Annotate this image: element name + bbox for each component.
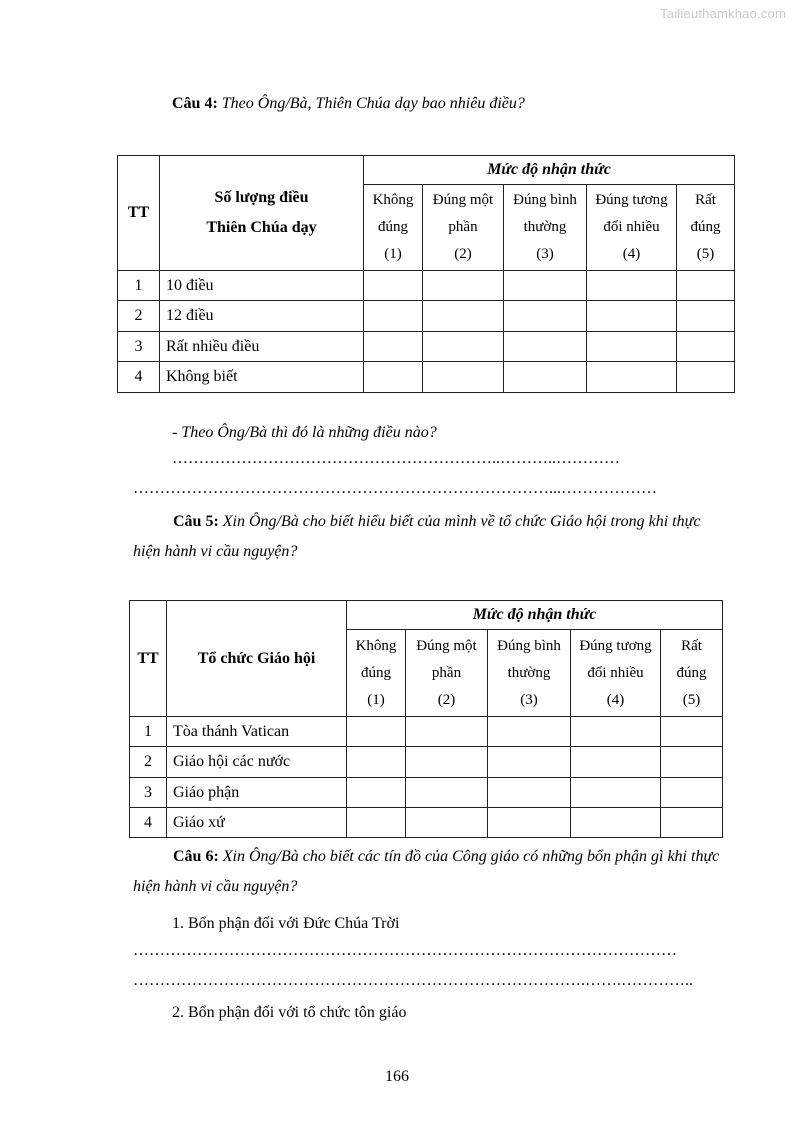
- answer-cell[interactable]: [364, 271, 423, 301]
- answer-cell[interactable]: [347, 778, 406, 808]
- question-4-table: [117, 155, 735, 393]
- row-number: 1: [130, 717, 167, 747]
- answer-line[interactable]: …………………………………………………………………………………………: [133, 942, 677, 959]
- answer-cell[interactable]: [504, 301, 587, 332]
- item-header-line2: Thiên Chúa dạy: [206, 219, 317, 236]
- answer-line[interactable]: ……………………………………………………..………..…………: [172, 450, 620, 467]
- answer-cell[interactable]: [661, 778, 723, 808]
- question-6-text: Xin Ông/Bà cho biết các tín đồ của Công giáo có những bổn phận gì khi thực hiện hành vi cầu nguyện?: [133, 848, 720, 895]
- table-row: [118, 301, 735, 332]
- level-4-header: Đúng tương đối nhiều (4): [587, 185, 677, 271]
- question-6: [133, 842, 723, 902]
- answer-cell[interactable]: [677, 271, 735, 301]
- answer-cell[interactable]: [423, 332, 504, 362]
- row-label: 12 điều: [160, 301, 364, 332]
- answer-cell[interactable]: [677, 332, 735, 362]
- answer-cell[interactable]: [488, 808, 571, 838]
- answer-cell[interactable]: [423, 301, 504, 332]
- answer-cell[interactable]: [661, 747, 723, 778]
- row-number: 4: [130, 808, 167, 838]
- item-header-line1: Số lượng điều: [214, 189, 309, 206]
- answer-cell[interactable]: [364, 362, 423, 393]
- answer-cell[interactable]: [587, 362, 677, 393]
- answer-cell[interactable]: [406, 747, 488, 778]
- level-2-header: Đúng một phần (2): [423, 185, 504, 271]
- answer-cell[interactable]: [364, 301, 423, 332]
- answer-cell[interactable]: [406, 808, 488, 838]
- row-number: 1: [118, 271, 160, 301]
- row-label: Giáo phận: [167, 778, 347, 808]
- answer-cell[interactable]: [504, 332, 587, 362]
- level-3-header: Đúng bình thường (3): [488, 630, 571, 717]
- answer-cell[interactable]: [406, 778, 488, 808]
- answer-cell[interactable]: [504, 271, 587, 301]
- answer-cell[interactable]: [423, 271, 504, 301]
- level-5-header: Rất đúng (5): [677, 185, 735, 271]
- answer-line[interactable]: ……………………………………………………………………...………………: [133, 480, 657, 497]
- answer-line[interactable]: ………………………………………………………………………….…….…………..: [133, 972, 693, 989]
- table-row: [130, 747, 723, 778]
- row-number: 2: [130, 747, 167, 778]
- tt-header: TT: [118, 156, 160, 271]
- answer-cell[interactable]: [571, 747, 661, 778]
- question-5-table: [129, 600, 723, 838]
- answer-cell[interactable]: [406, 717, 488, 747]
- question-4-text: Theo Ông/Bà, Thiên Chúa dạy bao nhiêu điều?: [217, 95, 525, 112]
- answer-cell[interactable]: [587, 332, 677, 362]
- question-4-number: Câu 4:: [172, 95, 218, 112]
- question-5: [133, 507, 723, 567]
- answer-cell[interactable]: [677, 362, 735, 393]
- row-number: 3: [118, 332, 160, 362]
- question-5-number: Câu 5:: [173, 513, 219, 530]
- row-label: Giáo hội các nước: [167, 747, 347, 778]
- row-label: 10 điều: [160, 271, 364, 301]
- answer-cell[interactable]: [571, 778, 661, 808]
- answer-cell[interactable]: [364, 332, 423, 362]
- level-1-header: Không đúng (1): [364, 185, 423, 271]
- duty-item-1: 1. Bổn phận đối với Đức Chúa Trời: [172, 915, 400, 932]
- level-5-header: Rất đúng (5): [661, 630, 723, 717]
- row-label: Tòa thánh Vatican: [167, 717, 347, 747]
- answer-cell[interactable]: [488, 747, 571, 778]
- answer-cell[interactable]: [504, 362, 587, 393]
- row-number: 4: [118, 362, 160, 393]
- answer-cell[interactable]: [677, 301, 735, 332]
- level-3-header: Đúng bình thường (3): [504, 185, 587, 271]
- answer-cell[interactable]: [488, 717, 571, 747]
- level-header: Mức độ nhận thức: [347, 601, 723, 630]
- row-label: Giáo xứ: [167, 808, 347, 838]
- level-4-header: Đúng tương đối nhiều (4): [571, 630, 661, 717]
- answer-cell[interactable]: [661, 717, 723, 747]
- answer-cell[interactable]: [571, 717, 661, 747]
- table-row: [118, 271, 735, 301]
- table-row: [130, 717, 723, 747]
- question-6-number: Câu 6:: [173, 848, 219, 865]
- tt-header: TT: [130, 601, 167, 717]
- level-2-header: Đúng một phần (2): [406, 630, 488, 717]
- answer-cell[interactable]: [571, 808, 661, 838]
- followup-text: - Theo Ông/Bà thì đó là những điều nào?: [172, 424, 437, 441]
- question-5-text: Xin Ông/Bà cho biết hiểu biết của mình về tổ chức Giáo hội trong khi thực hiện hành vi cầu nguyện?: [133, 513, 701, 560]
- duty-item-2: 2. Bổn phận đối với tổ chức tôn giáo: [172, 1004, 407, 1021]
- row-label: Không biết: [160, 362, 364, 393]
- answer-cell[interactable]: [347, 747, 406, 778]
- watermark: Tailieuthamkhao.com: [660, 6, 786, 21]
- row-number: 3: [130, 778, 167, 808]
- table-row: [118, 362, 735, 393]
- level-1-header: Không đúng (1): [347, 630, 406, 717]
- question-4-followup: [172, 418, 437, 448]
- item-header: [160, 156, 364, 271]
- table-row: [130, 808, 723, 838]
- row-number: 2: [118, 301, 160, 332]
- answer-cell[interactable]: [347, 717, 406, 747]
- level-header: Mức độ nhận thức: [364, 156, 735, 185]
- answer-cell[interactable]: [488, 778, 571, 808]
- page-number: 166: [385, 1068, 409, 1085]
- question-4: [172, 89, 752, 119]
- answer-cell[interactable]: [347, 808, 406, 838]
- answer-cell[interactable]: [661, 808, 723, 838]
- answer-cell[interactable]: [587, 271, 677, 301]
- row-label: Rất nhiều điều: [160, 332, 364, 362]
- table-row: [130, 778, 723, 808]
- answer-cell[interactable]: [423, 362, 504, 393]
- table-row: [118, 332, 735, 362]
- item-header: Tổ chức Giáo hội: [167, 601, 347, 717]
- answer-cell[interactable]: [587, 301, 677, 332]
